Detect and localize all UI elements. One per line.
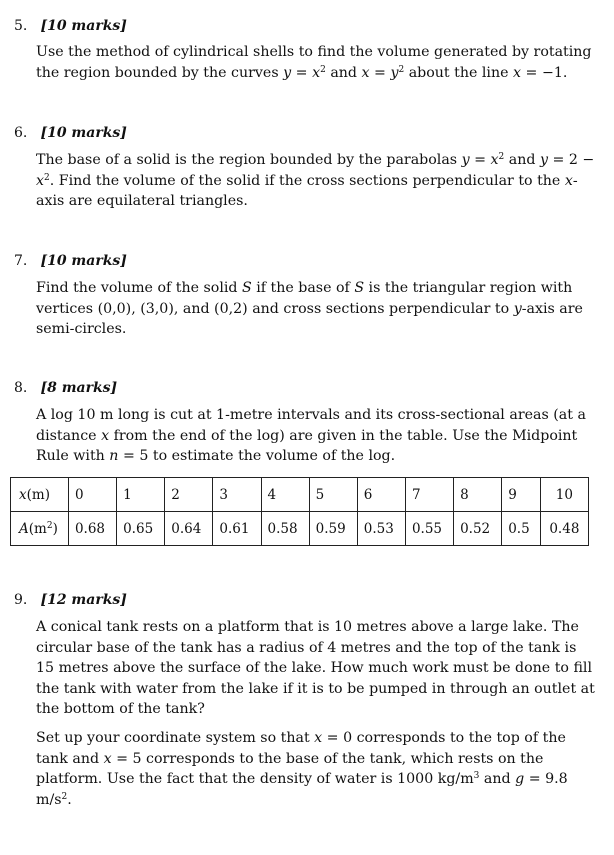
- table-row-x: [11, 478, 589, 512]
- table-cell: 6: [357, 478, 405, 512]
- table-cell: 0.59: [309, 512, 357, 546]
- question-9-header: [14, 592, 127, 608]
- question-6-text: The base of a solid is the region bounded by the parabolas $y = x^2$ and $y = 2 - x^2$. Find the volume of the solid if the cross sections perpendicular to the x-axis are equilateral triangles.: [36, 152, 595, 209]
- question-9-text-1: A conical tank rests on a platform that is 10 metres above a large lake. The circular base of the tank has a radius of 4 metres and the top of the tank is 15 metres above the surface of the lake. How much work must be done to fill the tank with water from the lake if it is to be pumped in through an outlet at the bottom of the tank?: [36, 619, 595, 717]
- row-header-area: $A(m^2)$: [11, 512, 69, 546]
- table-cell: 0.5: [502, 512, 541, 546]
- question-marks: [8 marks]: [40, 380, 118, 396]
- table-cell: 9: [502, 478, 541, 512]
- table-cell: 5: [309, 478, 357, 512]
- table-cell: 0.61: [213, 512, 261, 546]
- row-header-x: x(m): [11, 478, 69, 512]
- table-cell: 0.53: [357, 512, 405, 546]
- table-row-area: [11, 512, 589, 546]
- table-cell: 2: [165, 478, 213, 512]
- table-cell: 0: [68, 478, 116, 512]
- log-area-table: [10, 477, 589, 546]
- table-cell: 0.52: [454, 512, 502, 546]
- question-8-header: [14, 380, 117, 396]
- table-cell: 0.64: [165, 512, 213, 546]
- question-7-header: [14, 253, 127, 269]
- table-cell: 3: [213, 478, 261, 512]
- question-8-text: A log 10 m long is cut at 1-metre intervals and its cross-sectional areas (at a distance x from the end of the log) are given in the table. Use the Midpoint Rule with n = 5 to estimate the volume of the log.: [36, 407, 586, 464]
- question-5-header: [14, 18, 127, 34]
- table-cell: 0.48: [540, 512, 588, 546]
- table-cell: 0.65: [117, 512, 165, 546]
- question-marks: [12 marks]: [40, 592, 127, 608]
- table-cell: 7: [405, 478, 453, 512]
- question-number: 9.: [14, 592, 28, 608]
- question-5-text: Use the method of cylindrical shells to find the volume generated by rotating the region bounded by the curves $y = x^2$ and $x = y^2$ about the line x = −1.: [36, 44, 592, 81]
- table-cell: 0.55: [405, 512, 453, 546]
- question-number: 6.: [14, 125, 28, 141]
- table-cell: 1: [117, 478, 165, 512]
- question-marks: [10 marks]: [40, 18, 127, 34]
- question-number: 8.: [14, 380, 28, 396]
- question-7-text: Find the volume of the solid S if the base of S is the triangular region with vertices (0,0), (3,0), and (0,2) and cross sections perpendicular to y-axis are semi-circles.: [36, 280, 583, 337]
- table-cell: 8: [454, 478, 502, 512]
- table-cell: 4: [261, 478, 309, 512]
- table-cell: 0.58: [261, 512, 309, 546]
- question-number: 7.: [14, 253, 28, 269]
- table-cell: 0.68: [68, 512, 116, 546]
- question-6-header: [14, 125, 127, 141]
- question-number: 5.: [14, 18, 28, 34]
- question-marks: [10 marks]: [40, 125, 127, 141]
- question-9-text-2: Set up your coordinate system so that x = 0 corresponds to the top of the tank and x = 5 corresponds to the base of the tank, which rests on the platform. Use the fact that the density of water is 1000 $kg/m^3$ and g = 9.8 $m/s^2$.: [36, 730, 568, 808]
- table-cell: 10: [540, 478, 588, 512]
- question-marks: [10 marks]: [40, 253, 127, 269]
